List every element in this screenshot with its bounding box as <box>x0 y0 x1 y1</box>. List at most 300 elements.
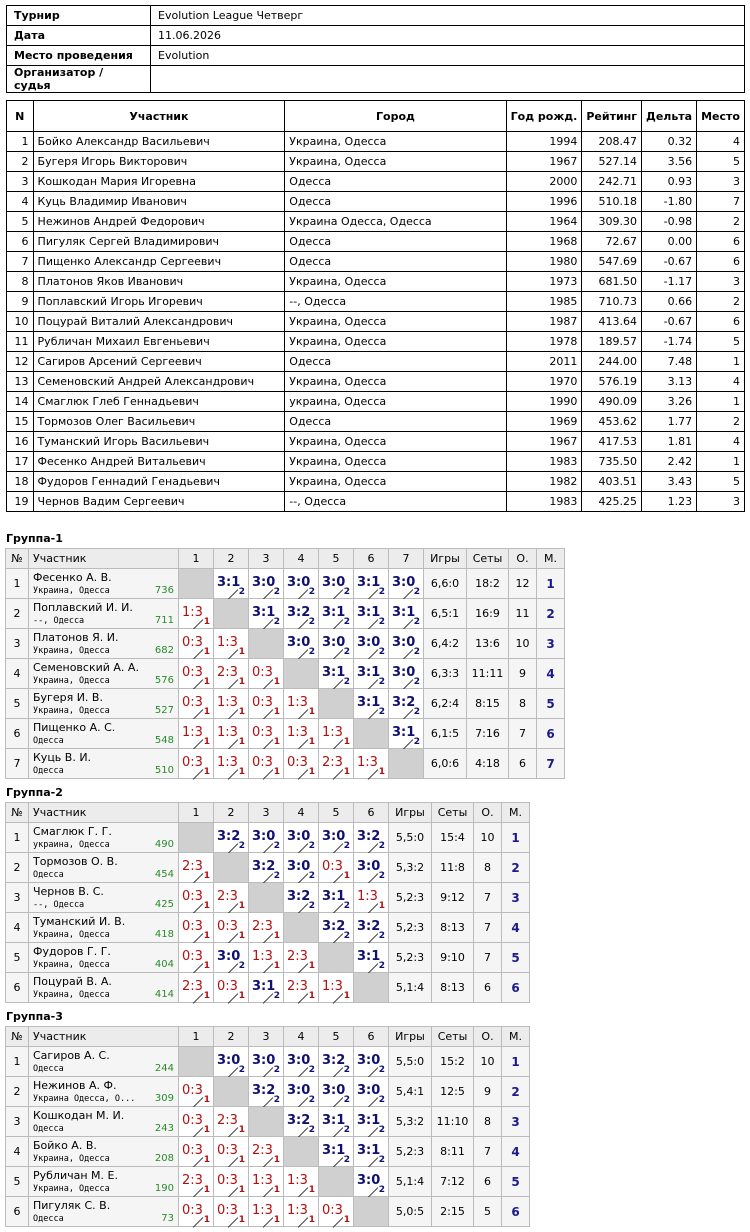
match-points: 1 <box>238 647 245 657</box>
player-rating: 527 <box>154 705 174 716</box>
participant-birth-year: 1983 <box>506 492 582 512</box>
match-result-cell <box>179 719 214 749</box>
participant-rating: 72.67 <box>582 232 642 252</box>
participant-city: Одесса <box>285 172 506 192</box>
match-result-cell <box>179 973 214 1003</box>
group-3-table <box>5 1026 530 1227</box>
player-rating: 682 <box>154 645 174 656</box>
participant-place: 6 <box>697 232 745 252</box>
match-score: 1:3 <box>252 1173 273 1188</box>
player-cell <box>29 1077 179 1107</box>
match-points: 2 <box>413 677 420 687</box>
info-label: Турнир <box>7 6 151 26</box>
match-result-cell <box>179 1077 214 1107</box>
player-city: Одесса <box>33 1124 64 1134</box>
player-name: Туманский И. В. <box>33 915 126 928</box>
match-result-cell <box>319 973 354 1003</box>
match-result-cell <box>214 1047 249 1077</box>
match-result-cell <box>319 883 354 913</box>
participant-name: Чернов Вадим Сергеевич <box>33 492 285 512</box>
player-cell <box>29 943 179 973</box>
match-score: 1:3 <box>322 725 343 740</box>
player-city: --, Одесса <box>33 900 85 910</box>
match-result-cell <box>284 823 319 853</box>
match-points: 2 <box>343 841 350 851</box>
match-points: 2 <box>378 617 385 627</box>
group-header-row <box>6 1027 530 1047</box>
player-place: 1 <box>502 1047 530 1077</box>
match-points: 1 <box>203 871 210 881</box>
participant-name: Фудоров Геннадий Генадьевич <box>33 472 285 492</box>
participant-city: Украина, Одесса <box>285 312 506 332</box>
match-result-cell <box>214 973 249 1003</box>
match-score: 0:3 <box>217 919 238 934</box>
match-points: 2 <box>413 617 420 627</box>
match-points: 2 <box>273 1095 280 1105</box>
participant-rating: 453.62 <box>582 412 642 432</box>
match-score: 1:3 <box>182 725 203 740</box>
match-score: 3:2 <box>322 1053 346 1068</box>
player-city: Украина, Одесса <box>33 960 110 970</box>
header-opponent-number: 2 <box>214 1027 249 1047</box>
match-score: 0:3 <box>182 1083 203 1098</box>
participant-place: 7 <box>697 192 745 212</box>
match-score: 1:3 <box>217 635 238 650</box>
match-points: 1 <box>203 901 210 911</box>
match-score: 0:3 <box>322 1203 343 1218</box>
participant-place: 4 <box>697 372 745 392</box>
participant-name: Сагиров Арсений Сергеевич <box>33 352 285 372</box>
match-score: 3:1 <box>322 1143 346 1158</box>
participant-number: 18 <box>7 472 34 492</box>
match-result-cell <box>214 1197 249 1227</box>
match-result-cell <box>284 883 319 913</box>
match-result-cell <box>319 719 354 749</box>
player-sets: 9:10 <box>432 943 474 973</box>
match-result-cell <box>389 719 424 749</box>
group-player-row <box>6 689 565 719</box>
group-2-title: Группа-2 <box>6 786 63 799</box>
self-match-cell <box>284 659 319 689</box>
match-points: 1 <box>203 737 210 747</box>
self-match-cell <box>319 943 354 973</box>
match-result-cell <box>389 659 424 689</box>
participant-rating: 735.50 <box>582 452 642 472</box>
match-points: 2 <box>308 647 315 657</box>
participant-delta: -0.67 <box>642 312 697 332</box>
match-points: 1 <box>343 871 350 881</box>
match-points: 2 <box>343 1155 350 1165</box>
participant-city: Одесса <box>285 232 506 252</box>
match-score: 0:3 <box>252 725 273 740</box>
match-result-cell <box>249 853 284 883</box>
player-games: 6,3:3 <box>424 659 467 689</box>
match-score: 3:0 <box>217 1053 241 1068</box>
participant-name: Бугеря Игорь Викторович <box>33 152 285 172</box>
score-divider <box>333 993 344 1004</box>
header-opponent-number: 4 <box>284 1027 319 1047</box>
participant-city: Одесса <box>285 252 506 272</box>
self-match-cell <box>319 689 354 719</box>
match-points: 1 <box>238 767 245 777</box>
match-result-cell <box>319 913 354 943</box>
match-score: 3:2 <box>287 605 311 620</box>
match-points: 1 <box>238 1155 245 1165</box>
participant-name: Бойко Александр Васильевич <box>33 132 285 152</box>
match-result-cell <box>319 1107 354 1137</box>
participant-birth-year: 1994 <box>506 132 582 152</box>
participant-delta: -1.74 <box>642 332 697 352</box>
player-sets: 13:6 <box>467 629 509 659</box>
match-points: 2 <box>413 647 420 657</box>
match-score: 0:3 <box>182 1113 203 1128</box>
player-name: Смаглюк Г. Г. <box>33 825 112 838</box>
score-divider <box>228 1217 239 1228</box>
score-divider <box>298 993 309 1004</box>
match-points: 2 <box>343 587 350 597</box>
player-city: Украина, Одесса <box>33 1184 110 1194</box>
match-points: 1 <box>273 931 280 941</box>
player-place: 5 <box>537 689 565 719</box>
match-score: 3:0 <box>392 665 416 680</box>
participant-delta: 1.77 <box>642 412 697 432</box>
match-result-cell <box>354 689 389 719</box>
player-games: 5,2:3 <box>389 943 432 973</box>
match-points: 2 <box>378 1185 385 1195</box>
match-result-cell <box>389 599 424 629</box>
participant-place: 1 <box>697 452 745 472</box>
participant-city: Украина, Одесса <box>285 332 506 352</box>
player-points: 9 <box>474 1077 502 1107</box>
match-points: 2 <box>238 1065 245 1075</box>
player-rating: 736 <box>154 585 174 596</box>
header-opponent-number: 5 <box>319 803 354 823</box>
match-result-cell <box>214 913 249 943</box>
self-match-cell <box>319 1167 354 1197</box>
match-score: 0:3 <box>182 635 203 650</box>
score-divider <box>193 1217 204 1228</box>
match-result-cell <box>354 823 389 853</box>
player-games: 5,2:3 <box>389 883 432 913</box>
match-score: 3:1 <box>217 575 241 590</box>
participant-name: Пигуляк Сергей Владимирович <box>33 232 285 252</box>
participant-number: 9 <box>7 292 34 312</box>
player-index: 4 <box>6 913 29 943</box>
player-rating: 309 <box>154 1093 174 1104</box>
match-points: 2 <box>308 871 315 881</box>
header-points: О. <box>474 1027 502 1047</box>
match-result-cell <box>284 1167 319 1197</box>
participant-rating: 309.30 <box>582 212 642 232</box>
participant-place: 3 <box>697 492 745 512</box>
participant-name: Туманский Игорь Васильевич <box>33 432 285 452</box>
info-value: 11.06.2026 <box>151 26 745 46</box>
match-score: 3:1 <box>357 605 381 620</box>
self-match-cell <box>284 913 319 943</box>
match-score: 3:0 <box>252 829 276 844</box>
match-result-cell <box>319 629 354 659</box>
match-points: 2 <box>343 931 350 941</box>
player-sets: 8:13 <box>432 913 474 943</box>
match-points: 2 <box>308 841 315 851</box>
info-label: Место проведения <box>7 46 151 66</box>
match-score: 3:0 <box>287 859 311 874</box>
participant-rating: 576.19 <box>582 372 642 392</box>
match-score: 1:3 <box>182 605 203 620</box>
player-points: 10 <box>474 823 502 853</box>
participant-number: 5 <box>7 212 34 232</box>
match-result-cell <box>179 1137 214 1167</box>
match-result-cell <box>319 749 354 779</box>
player-rating: 490 <box>154 839 174 850</box>
match-result-cell <box>354 853 389 883</box>
match-score: 3:0 <box>322 829 346 844</box>
player-city: Украина, Одесса <box>33 1154 110 1164</box>
group-player-row <box>6 659 565 689</box>
match-score: 3:0 <box>357 1083 381 1098</box>
participant-rating: 681.50 <box>582 272 642 292</box>
player-points: 7 <box>474 913 502 943</box>
match-points: 2 <box>343 1065 350 1075</box>
match-score: 0:3 <box>182 919 203 934</box>
match-points: 1 <box>308 707 315 717</box>
participant-name: Тормозов Олег Васильевич <box>33 412 285 432</box>
player-city: --, Одесса <box>33 616 85 626</box>
match-score: 1:3 <box>287 1203 308 1218</box>
match-score: 0:3 <box>217 1173 238 1188</box>
header-opponent-number: 1 <box>179 549 214 569</box>
player-games: 5,5:0 <box>389 823 432 853</box>
match-score: 2:3 <box>287 949 308 964</box>
match-points: 1 <box>238 1185 245 1195</box>
match-score: 3:2 <box>252 1083 276 1098</box>
player-games: 6,5:1 <box>424 599 467 629</box>
player-place: 4 <box>537 659 565 689</box>
group-player-row <box>6 569 565 599</box>
match-result-cell <box>179 599 214 629</box>
match-score: 1:3 <box>357 755 378 770</box>
participant-city: Украина, Одесса <box>285 472 506 492</box>
participant-row <box>7 212 745 232</box>
player-place: 6 <box>502 973 530 1003</box>
match-result-cell <box>249 689 284 719</box>
match-result-cell <box>389 569 424 599</box>
player-name: Тормозов О. В. <box>33 855 118 868</box>
info-value: Evolution League Четверг <box>151 6 745 26</box>
player-rating: 711 <box>154 615 174 626</box>
match-score: 3:1 <box>322 605 346 620</box>
match-score: 0:3 <box>287 755 308 770</box>
player-games: 5,3:2 <box>389 1107 432 1137</box>
player-name: Сагиров А. С. <box>33 1049 110 1062</box>
player-name: Фудоров Г. Г. <box>33 945 111 958</box>
participant-place: 4 <box>697 132 745 152</box>
match-points: 2 <box>378 931 385 941</box>
match-score: 3:1 <box>357 665 381 680</box>
player-index: 7 <box>6 749 29 779</box>
group-header-row <box>6 549 565 569</box>
match-score: 0:3 <box>217 1203 238 1218</box>
group-player-row <box>6 973 530 1003</box>
match-points: 1 <box>273 767 280 777</box>
match-result-cell <box>214 823 249 853</box>
match-points: 1 <box>308 991 315 1001</box>
match-result-cell <box>284 973 319 1003</box>
col-delta-header: Дельта <box>642 101 697 132</box>
participant-delta: -1.17 <box>642 272 697 292</box>
match-result-cell <box>389 689 424 719</box>
player-points: 6 <box>474 1167 502 1197</box>
match-score: 0:3 <box>217 979 238 994</box>
player-name: Нежинов А. Ф. <box>33 1079 117 1092</box>
match-score: 3:0 <box>252 1053 276 1068</box>
participant-number: 16 <box>7 432 34 452</box>
match-score: 3:1 <box>322 665 346 680</box>
player-name: Поплавский И. И. <box>33 601 133 614</box>
player-cell <box>29 1197 179 1227</box>
match-result-cell <box>249 1047 284 1077</box>
participant-birth-year: 1985 <box>506 292 582 312</box>
self-match-cell <box>249 883 284 913</box>
score-divider <box>263 769 274 780</box>
participant-city: --, Одесса <box>285 492 506 512</box>
match-result-cell <box>214 749 249 779</box>
participant-delta: 3.26 <box>642 392 697 412</box>
self-match-cell <box>214 1077 249 1107</box>
match-result-cell <box>354 913 389 943</box>
group-player-row <box>6 913 530 943</box>
match-points: 2 <box>308 587 315 597</box>
match-points: 1 <box>203 677 210 687</box>
player-name: Бугеря И. В. <box>33 691 103 704</box>
player-points: 7 <box>509 719 537 749</box>
score-divider <box>193 993 204 1004</box>
player-rating: 425 <box>154 899 174 910</box>
participant-number: 4 <box>7 192 34 212</box>
score-divider <box>333 769 344 780</box>
self-match-cell <box>179 823 214 853</box>
participants-header-row <box>7 101 745 132</box>
match-points: 1 <box>203 961 210 971</box>
match-score: 0:3 <box>252 695 273 710</box>
participant-birth-year: 1964 <box>506 212 582 232</box>
match-score: 3:1 <box>357 575 381 590</box>
match-score: 3:0 <box>357 1173 381 1188</box>
info-row <box>7 66 745 93</box>
participant-row <box>7 272 745 292</box>
match-score: 3:2 <box>287 889 311 904</box>
player-sets: 18:2 <box>467 569 509 599</box>
match-result-cell <box>179 1167 214 1197</box>
match-points: 2 <box>308 1065 315 1075</box>
header-opponent-number: 6 <box>354 1027 389 1047</box>
match-result-cell <box>179 749 214 779</box>
match-score: 1:3 <box>357 889 378 904</box>
participant-number: 2 <box>7 152 34 172</box>
participant-birth-year: 1987 <box>506 312 582 332</box>
participant-rating: 244.00 <box>582 352 642 372</box>
match-score: 3:0 <box>287 635 311 650</box>
player-place: 1 <box>537 569 565 599</box>
participant-row <box>7 372 745 392</box>
participant-city: Украина, Одесса <box>285 372 506 392</box>
player-name: Пищенко А. С. <box>33 721 116 734</box>
match-result-cell <box>214 689 249 719</box>
match-points: 1 <box>238 1215 245 1225</box>
participant-birth-year: 1967 <box>506 432 582 452</box>
match-points: 2 <box>378 1065 385 1075</box>
header-opponent-number: 5 <box>319 549 354 569</box>
player-rating: 414 <box>154 989 174 1000</box>
match-result-cell <box>284 599 319 629</box>
header-games: Игры <box>424 549 467 569</box>
match-score: 3:0 <box>392 575 416 590</box>
participant-place: 2 <box>697 292 745 312</box>
header-points: О. <box>509 549 537 569</box>
player-points: 7 <box>474 943 502 973</box>
player-name: Бойко А. В. <box>33 1139 97 1152</box>
player-sets: 9:12 <box>432 883 474 913</box>
match-points: 2 <box>378 587 385 597</box>
match-points: 2 <box>308 1125 315 1135</box>
header-sets: Сеты <box>467 549 509 569</box>
match-points: 1 <box>203 1215 210 1225</box>
match-result-cell <box>249 1197 284 1227</box>
match-result-cell <box>354 1137 389 1167</box>
group-player-row <box>6 883 530 913</box>
player-city: Украина, Одесса <box>33 990 110 1000</box>
participant-rating: 189.57 <box>582 332 642 352</box>
participant-name: Нежинов Андрей Федорович <box>33 212 285 232</box>
match-score: 0:3 <box>182 1203 203 1218</box>
match-result-cell <box>249 599 284 629</box>
match-points: 1 <box>238 931 245 941</box>
participant-number: 7 <box>7 252 34 272</box>
participant-row <box>7 352 745 372</box>
player-cell <box>29 853 179 883</box>
player-cell <box>29 1137 179 1167</box>
match-result-cell <box>214 659 249 689</box>
group-2-table <box>5 802 530 1003</box>
match-points: 1 <box>343 991 350 1001</box>
participant-rating: 417.53 <box>582 432 642 452</box>
match-result-cell <box>214 943 249 973</box>
group-player-row <box>6 1047 530 1077</box>
match-points: 2 <box>273 841 280 851</box>
match-result-cell <box>319 1047 354 1077</box>
player-sets: 4:18 <box>467 749 509 779</box>
match-points: 2 <box>378 961 385 971</box>
match-score: 3:0 <box>252 575 276 590</box>
match-points: 2 <box>378 647 385 657</box>
match-points: 2 <box>378 677 385 687</box>
header-opponent-number: 6 <box>354 549 389 569</box>
match-points: 1 <box>273 677 280 687</box>
player-city: Одесса <box>33 1064 64 1074</box>
match-score: 1:3 <box>322 979 343 994</box>
match-result-cell <box>284 1077 319 1107</box>
col-place-header: Место <box>697 101 745 132</box>
header-participant: Участник <box>29 549 179 569</box>
match-result-cell <box>179 1197 214 1227</box>
group-player-row <box>6 943 530 973</box>
player-sets: 11:10 <box>432 1107 474 1137</box>
participant-number: 8 <box>7 272 34 292</box>
match-result-cell <box>179 913 214 943</box>
match-score: 3:1 <box>252 979 276 994</box>
match-result-cell <box>389 629 424 659</box>
player-points: 10 <box>509 629 537 659</box>
